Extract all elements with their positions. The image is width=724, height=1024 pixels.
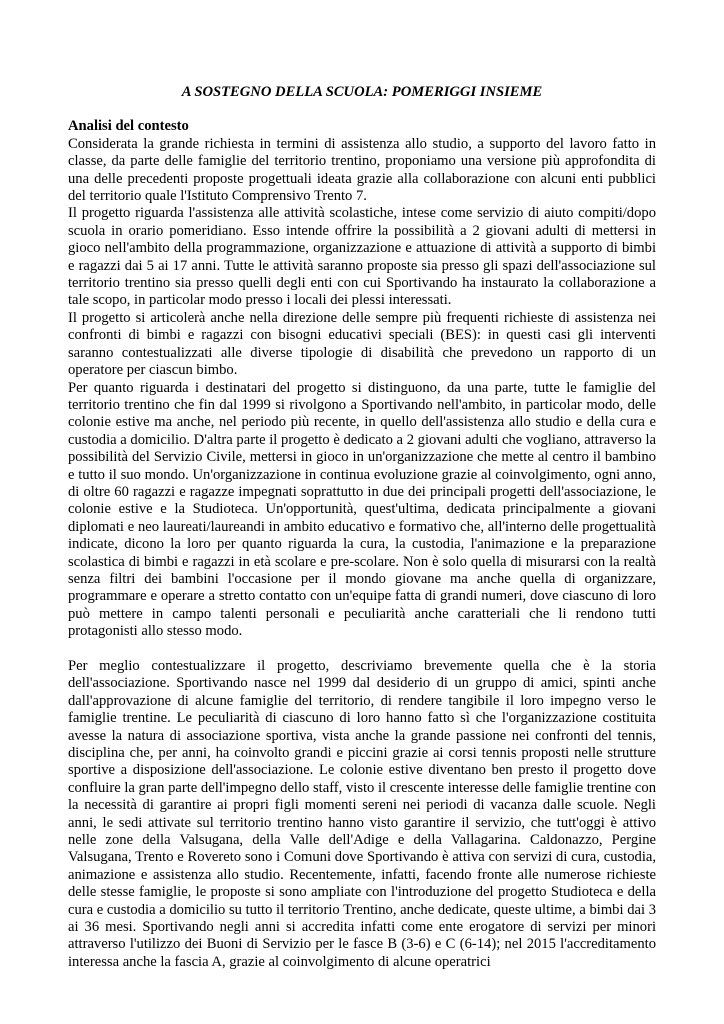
document-title: A SOSTEGNO DELLA SCUOLA: POMERIGGI INSIEME (181, 84, 543, 100)
section-heading: Analisi del contesto (68, 118, 189, 135)
paragraph-context-intro: Considerata la grande richiesta in termini di assistenza allo studio, a supporto del lavoro fatto in classe, da parte delle famiglie del territorio trentino, proponiamo una versione più approfondita di una delle precedenti proposte progettuali ideata grazie alla collaborazione con alcuni enti pubblici del territorio quale l'Istituto Comprensivo Trento 7. (68, 135, 656, 205)
document-page (68, 84, 656, 971)
paragraph-spacer (68, 641, 656, 658)
paragraph-project-description: Il progetto riguarda l'assistenza alle attività scolastiche, intese come servizio di aiuto compiti/dopo scuola in orario pomeridiano. Esso intende offrire la possibilità a 2 giovani adulti di mettersi in gioco nell'ambito della programmazione, organizzazione e attuazione di attività a supporto di bimbi e ragazzi dai 5 ai 17 anni. Tutte le attività saranno proposte sia presso gli spazi dell'associazione sul territorio trentino sia presso quelli degli enti con cui Sportivando ha instaurato la collaborazione a tale scopo, in particolar modo presso i locali dei plessi interessati. (68, 205, 656, 309)
paragraph-recipients: Per quanto riguarda i destinatari del progetto si distinguono, da una parte, tutte le famiglie del territorio trentino che fin dal 1999 si rivolgono a Sportivando nell'ambito, in particolar modo, delle colonie estive ma anche, nel periodo più recente, in quello dell'assistenza allo studio e della cura e custodia a domicilio. D'altra parte il progetto è dedicato a 2 giovani adulti che vogliano, attraverso la possibilità del Servizio Civile, mettersi in gioco in un'organizzazione che mette al centro il bambino e tutto il suo mondo. Un'organizzazione in continua evoluzione grazie al coinvolgimento, ogni anno, di oltre 60 ragazzi e ragazze impegnati soprattutto in due dei principali progetti dell'associazione, le colonie estive e la Studioteca. Un'opportunità, quest'ultima, dedicata principalmente a giovani diplomati e neo laureati/laureandi in ambito educativo e formativo che, all'interno delle progettualità indicate, dicono la loro per quanto riguarda la cura, la custodia, l'animazione e la preparazione scolastica di bimbi e ragazzi in età scolare e pre-scolare. Non è solo quella di misurarsi con la realtà senza filtri dei bambini l'occasione per il mondo giovane ma anche quella di organizzare, programmare e operare a stretto contatto con un'equipe fatta di grandi numeri, dove ciascuno di loro può mettere in campo talenti personali e peculiarità anche caratteriali che li rendono tutti protagonisti allo stesso modo. (68, 379, 656, 640)
paragraph-bes-support: Il progetto si articolerà anche nella direzione delle sempre più frequenti richieste di assistenza nei confronti di bimbi e ragazzi con bisogni educativi speciali (BES): in questi casi gli interventi saranno contestualizzati alle diverse tipologie di disabilità che prevedono un rapporto di un operatore per ciascun bimbo. (68, 309, 656, 379)
paragraph-association-history: Per meglio contestualizzare il progetto, descriviamo brevemente quella che è la storia dell'associazione. Sportivando nasce nel 1999 dal desiderio di un gruppo di amici, spinti anche dall'approvazione di alcune famiglie del territorio, di rendere tangibile il loro impegno verso le famiglie trentine. Le peculiarità di ciascuno di loro hanno fatto sì che l'organizzazione costituita avesse la natura di associazione sportiva, vista anche la grande passione nei confronti del tennis, disciplina che, per anni, ha coinvolto grandi e piccini grazie ai corsi tennis proposti nelle strutture sportive a disposizione dell'associazione. Le colonie estive diventano ben presto il progetto dove confluire la gran parte dell'impegno dello staff, visto il crescente interesse delle famiglie trentine con la necessità di garantire ai propri figli momenti sereni nei periodi di vacanza dalle scuole. Negli anni, le sedi attivate sul territorio trentino hanno visto garantire il servizio, che tutt'oggi è attivo nelle zone della Valsugana, della Valle dell'Adige e della Vallagarina. Caldonazzo, Pergine Valsugana, Trento e Rovereto sono i Comuni dove Sportivando è attiva con servizi di cura, custodia, animazione e assistenza allo studio. Recentemente, infatti, facendo fronte alle numerose richieste delle stesse famiglie, le proposte si sono ampliate con l'introduzione del progetto Studioteca e della cura e custodia a domicilio su tutto il territorio Trentino, anche dedicate, queste ultime, a bimbi dai 3 ai 36 mesi. Sportivando negli anni si accredita infatti come ente erogatore di servizi per minori attraverso l'utilizzo dei Buoni di Servizio per le fasce B (3-6) e C (6-14); nel 2015 l'accreditamento interessa anche la fascia A, grazie al coinvolgimento di alcune operatrici (68, 657, 656, 970)
